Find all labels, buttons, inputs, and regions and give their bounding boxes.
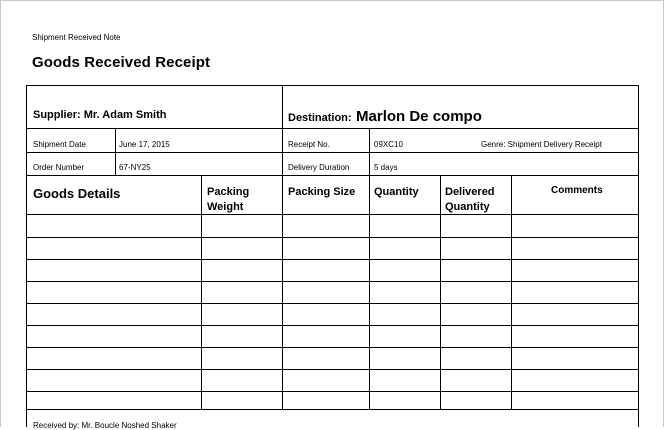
order-number-value: 67-NY25 bbox=[119, 163, 151, 172]
destination-label: Destination: bbox=[288, 112, 352, 124]
column-divider bbox=[511, 175, 512, 409]
table-divider bbox=[26, 175, 639, 176]
note-label: Shipment Received Note bbox=[32, 33, 121, 42]
column-header-quantity: Quantity bbox=[374, 186, 419, 198]
column-header-goods-details: Goods Details bbox=[33, 186, 121, 201]
column-header-delivered-quantity: Delivered Quantity bbox=[445, 186, 495, 213]
table-divider bbox=[26, 409, 639, 410]
destination-name: Marlon De compo bbox=[356, 108, 482, 125]
receipt-no-label: Receipt No. bbox=[288, 140, 330, 149]
receipt-no-value: 09XC10 bbox=[374, 140, 403, 149]
table-divider bbox=[26, 214, 639, 215]
received-by-text: Received by: Mr. Boucle Noshed Shaker bbox=[33, 421, 177, 430]
table-divider bbox=[26, 259, 639, 260]
table-divider bbox=[26, 325, 639, 326]
table-divider bbox=[26, 128, 639, 129]
table-divider bbox=[26, 152, 639, 153]
genre-text: Genre: Shipment Delivery Receipt bbox=[481, 140, 602, 149]
column-divider bbox=[440, 175, 441, 409]
table-divider bbox=[26, 281, 639, 282]
shipment-date-label: Shipment Date bbox=[33, 140, 86, 149]
column-header-packing-size: Packing Size bbox=[288, 186, 356, 198]
table-right-border bbox=[638, 85, 639, 427]
table-divider bbox=[26, 347, 639, 348]
shipment-date-value: June 17, 2015 bbox=[119, 140, 170, 149]
table-top-border bbox=[26, 85, 639, 86]
delivery-duration-label: Delivery Duration bbox=[288, 163, 350, 172]
destination-field bbox=[288, 108, 482, 126]
table-divider bbox=[26, 391, 639, 392]
table-divider bbox=[26, 369, 639, 370]
supplier-label: Supplier: bbox=[33, 109, 81, 121]
order-number-label: Order Number bbox=[33, 163, 85, 172]
page-title: Goods Received Receipt bbox=[32, 54, 211, 71]
supplier-field bbox=[33, 109, 166, 121]
column-header-packing-weight: Packing Weight bbox=[207, 186, 250, 213]
table-divider bbox=[26, 237, 639, 238]
column-divider bbox=[201, 175, 202, 409]
column-divider bbox=[282, 85, 283, 409]
column-divider bbox=[369, 128, 370, 409]
table-divider bbox=[26, 303, 639, 304]
table-left-border bbox=[26, 85, 27, 427]
column-divider bbox=[115, 128, 116, 175]
delivery-duration-value: 5 days bbox=[374, 163, 398, 172]
column-header-comments: Comments bbox=[551, 185, 603, 196]
supplier-name: Mr. Adam Smith bbox=[83, 109, 167, 121]
